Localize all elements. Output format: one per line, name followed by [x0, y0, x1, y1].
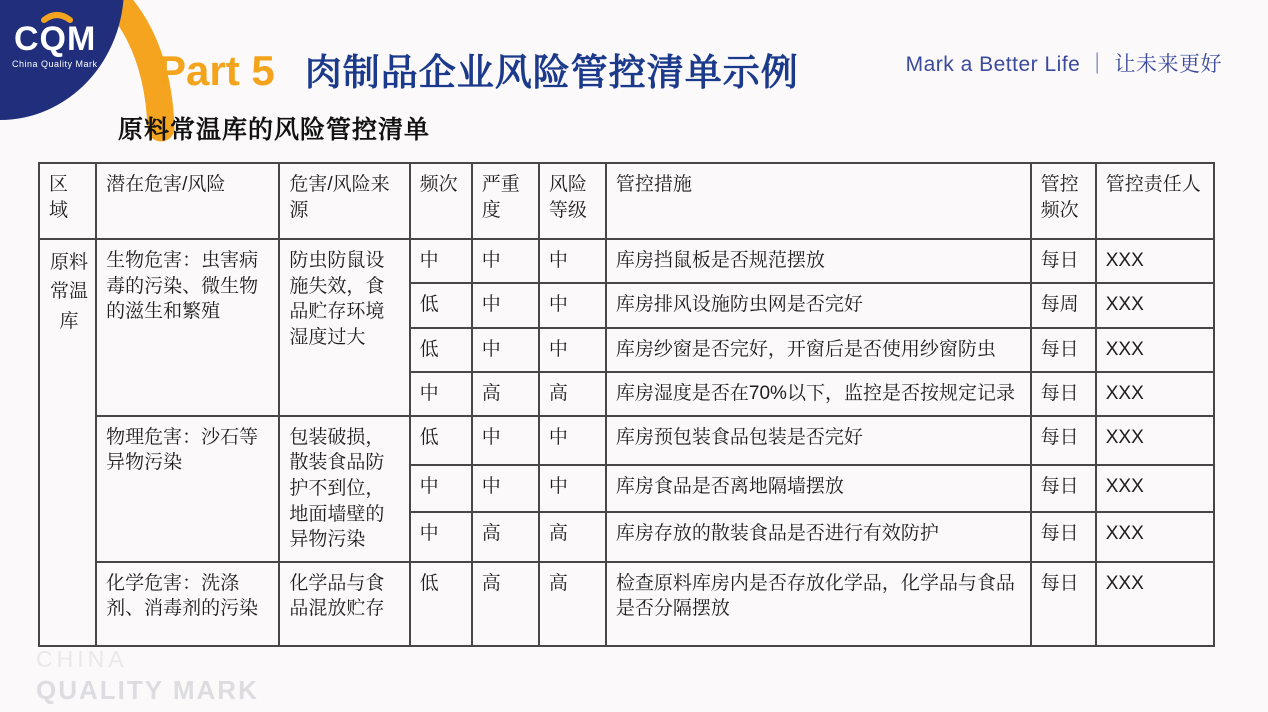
cell-risk-level: 高 [539, 512, 606, 562]
cell-risk-level: 中 [539, 465, 606, 512]
cell-owner: XXX [1096, 328, 1214, 372]
cell-control-frequency: 每日 [1031, 512, 1096, 562]
cell-source: 包装破损，散装食品防护不到位，地面墙壁的异物污染 [279, 416, 409, 562]
cell-control-frequency: 每日 [1031, 562, 1096, 646]
cell-hazard: 生物危害：虫害病毒的污染、微生物的滋生和繁殖 [96, 239, 279, 416]
cell-frequency: 中 [410, 372, 472, 416]
watermark [36, 645, 259, 706]
col-header-source: 危害/风险来源 [279, 163, 409, 239]
cell-risk-level: 中 [539, 283, 606, 328]
cell-severity: 中 [472, 239, 539, 283]
cell-severity: 高 [472, 562, 539, 646]
cell-measure: 库房存放的散装食品是否进行有效防护 [606, 512, 1031, 562]
cell-frequency: 低 [410, 416, 472, 465]
cell-frequency: 低 [410, 328, 472, 372]
col-header-control-frequency: 管控频次 [1031, 163, 1096, 239]
part-label: Part 5 [158, 47, 275, 94]
area-label: 原料常温库 [49, 252, 88, 332]
cell-owner: XXX [1096, 283, 1214, 328]
cell-risk-level: 中 [539, 328, 606, 372]
cell-measure: 库房食品是否离地隔墙摆放 [606, 465, 1031, 512]
cell-frequency: 中 [410, 239, 472, 283]
table-row [39, 239, 1214, 283]
cell-hazard: 化学危害：洗涤剂、消毒剂的污染 [96, 562, 279, 646]
table-caption: 原料常温库的风险管控清单 [118, 116, 431, 144]
page-title: 肉制品企业风险管控清单示例 [304, 52, 799, 93]
cell-measure: 库房湿度是否在70%以下，监控是否按规定记录 [606, 372, 1031, 416]
cell-measure: 库房预包装食品包装是否完好 [606, 416, 1031, 465]
cell-frequency: 中 [410, 465, 472, 512]
cell-control-frequency: 每日 [1031, 465, 1096, 512]
col-header-risk-level: 风险等级 [539, 163, 606, 239]
cell-severity: 中 [472, 328, 539, 372]
cell-control-frequency: 每周 [1031, 283, 1096, 328]
table-row [39, 562, 1214, 646]
brand-tagline: Mark a Better Life ｜ 让未来更好 [905, 53, 1222, 76]
cell-severity: 高 [472, 372, 539, 416]
risk-control-table [38, 162, 1215, 647]
cell-owner: XXX [1096, 512, 1214, 562]
cell-control-frequency: 每日 [1031, 372, 1096, 416]
col-header-severity: 严重度 [472, 163, 539, 239]
col-header-hazard: 潜在危害/风险 [96, 163, 279, 239]
cell-owner: XXX [1096, 416, 1214, 465]
cell-frequency: 中 [410, 512, 472, 562]
cell-risk-level: 中 [539, 239, 606, 283]
cell-source: 防虫防鼠设施失效，食品贮存环境湿度过大 [279, 239, 409, 416]
cell-hazard: 物理危害：沙石等异物污染 [96, 416, 279, 562]
logo-acronym: CQM [14, 20, 97, 58]
cell-risk-level: 中 [539, 416, 606, 465]
cell-source: 化学品与食品混放贮存 [279, 562, 409, 646]
cell-frequency: 低 [410, 283, 472, 328]
cell-measure: 库房挡鼠板是否规范摆放 [606, 239, 1031, 283]
cell-owner: XXX [1096, 465, 1214, 512]
cell-owner: XXX [1096, 239, 1214, 283]
cell-owner: XXX [1096, 562, 1214, 646]
col-header-measures: 管控措施 [606, 163, 1031, 239]
cell-measure: 检查原料库房内是否存放化学品，化学品与食品是否分隔摆放 [606, 562, 1031, 646]
cell-severity: 中 [472, 416, 539, 465]
cell-control-frequency: 每日 [1031, 416, 1096, 465]
cell-risk-level: 高 [539, 562, 606, 646]
cell-frequency: 低 [410, 562, 472, 646]
cell-risk-level: 高 [539, 372, 606, 416]
table-row [39, 416, 1214, 465]
watermark-line2: QUALITY MARK [36, 674, 259, 705]
cell-severity: 中 [472, 465, 539, 512]
cell-owner: XXX [1096, 372, 1214, 416]
col-header-owner: 管控责任人 [1096, 163, 1214, 239]
col-header-frequency: 频次 [410, 163, 472, 239]
cell-area [39, 239, 96, 646]
cell-measure: 库房排风设施防虫网是否完好 [606, 283, 1031, 328]
col-header-area: 区域 [39, 163, 96, 239]
cell-measure: 库房纱窗是否完好，开窗后是否使用纱窗防虫 [606, 328, 1031, 372]
cell-control-frequency: 每日 [1031, 328, 1096, 372]
cell-severity: 中 [472, 283, 539, 328]
watermark-line1: CHINA [36, 646, 128, 672]
table-header-row [39, 163, 1214, 239]
logo-caption: China Quality Mark [12, 59, 98, 69]
cell-severity: 高 [472, 512, 539, 562]
header [158, 42, 799, 96]
cell-control-frequency: 每日 [1031, 239, 1096, 283]
